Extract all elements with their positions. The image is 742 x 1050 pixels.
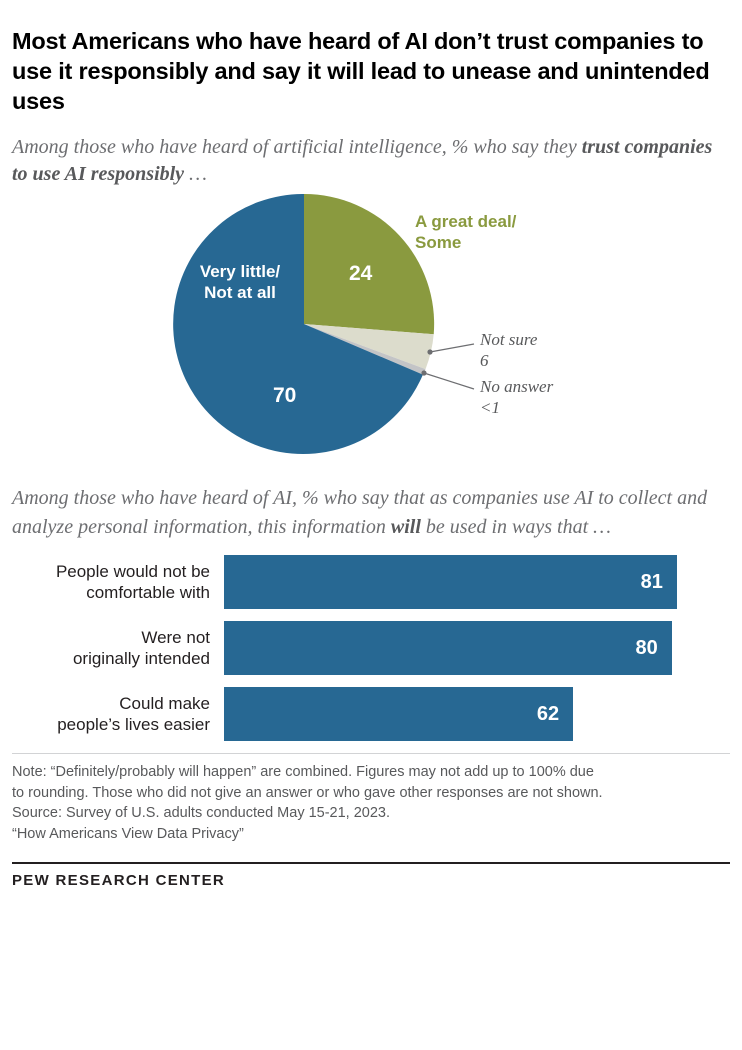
footer-divider: [12, 753, 730, 754]
bar-fill: [224, 621, 672, 675]
bar-label: Were not originally intended: [72, 627, 210, 669]
leader-dot-no-answer: [421, 371, 426, 376]
pie-subtitle-trail: …: [184, 163, 207, 186]
note-line: to rounding. Those who did not give an answer or who gave other responses are not shown.: [12, 784, 603, 801]
pie-label-great-deal: A great deal/ Some: [415, 212, 517, 252]
pie-value-great-deal: 24: [349, 262, 373, 286]
report-title: “How Americans View Data Privacy”: [12, 825, 244, 842]
bar-label: Could make people’s lives easier: [57, 693, 210, 735]
source-line: Source: Survey of U.S. adults conducted May 15-21, 2023.: [12, 805, 391, 822]
bar-row: [12, 621, 730, 675]
bar-fill: [224, 687, 573, 741]
bar-value: 80: [635, 636, 658, 659]
bar-value: 62: [536, 702, 560, 725]
pie-chart: [12, 194, 730, 474]
leader-dot-not-sure: [427, 350, 432, 355]
pie-subtitle-emphasis: trust companies to use AI responsibly: [12, 136, 713, 186]
bar-label: People would not be comfortable with: [55, 561, 210, 603]
bar-track: [224, 621, 730, 675]
bar-row: [12, 555, 730, 609]
pie-chart-svg: [12, 194, 730, 474]
pie-label-very-little: Very little/ Not at all: [199, 262, 281, 302]
brand-divider: [12, 862, 730, 864]
bars-subtitle: [12, 484, 730, 541]
pie-value-very-little: 70: [273, 384, 297, 408]
bars-subtitle-trail: be used in ways that …: [420, 515, 611, 538]
infographic-page: [0, 26, 742, 1050]
bar-chart: [12, 555, 730, 741]
pie-subtitle: [12, 134, 730, 188]
pie-subtitle-lead: Among those who have heard of artificial intelligence, % who say they: [12, 136, 582, 159]
leader-line-not-sure: [430, 344, 474, 352]
pie-annotation-no-answer: No answer <1: [480, 377, 554, 418]
note-line: Note: “Definitely/probably will happen” are combined. Figures may not add up to 100% due: [12, 764, 594, 781]
bar-track: [224, 687, 730, 741]
bars-subtitle-lead: Among those who have heard of AI, % who say that as companies use AI to collect and analyze personal information, this information: [12, 487, 708, 538]
bar-track: [224, 555, 730, 609]
footnotes: [12, 762, 730, 844]
bar-fill: [224, 555, 677, 609]
page-title: Most Americans who have heard of AI don’t trust companies to use it responsibly and say it will lead to unease and unintended uses: [12, 28, 710, 115]
bar-row: [12, 687, 730, 741]
brand-name: PEW RESEARCH CENTER: [12, 872, 226, 890]
leader-line-no-answer: [424, 373, 474, 389]
bar-value: 81: [640, 570, 663, 593]
bars-subtitle-emphasis: will: [390, 515, 421, 538]
pie-annotation-not-sure: Not sure 6: [480, 330, 538, 371]
